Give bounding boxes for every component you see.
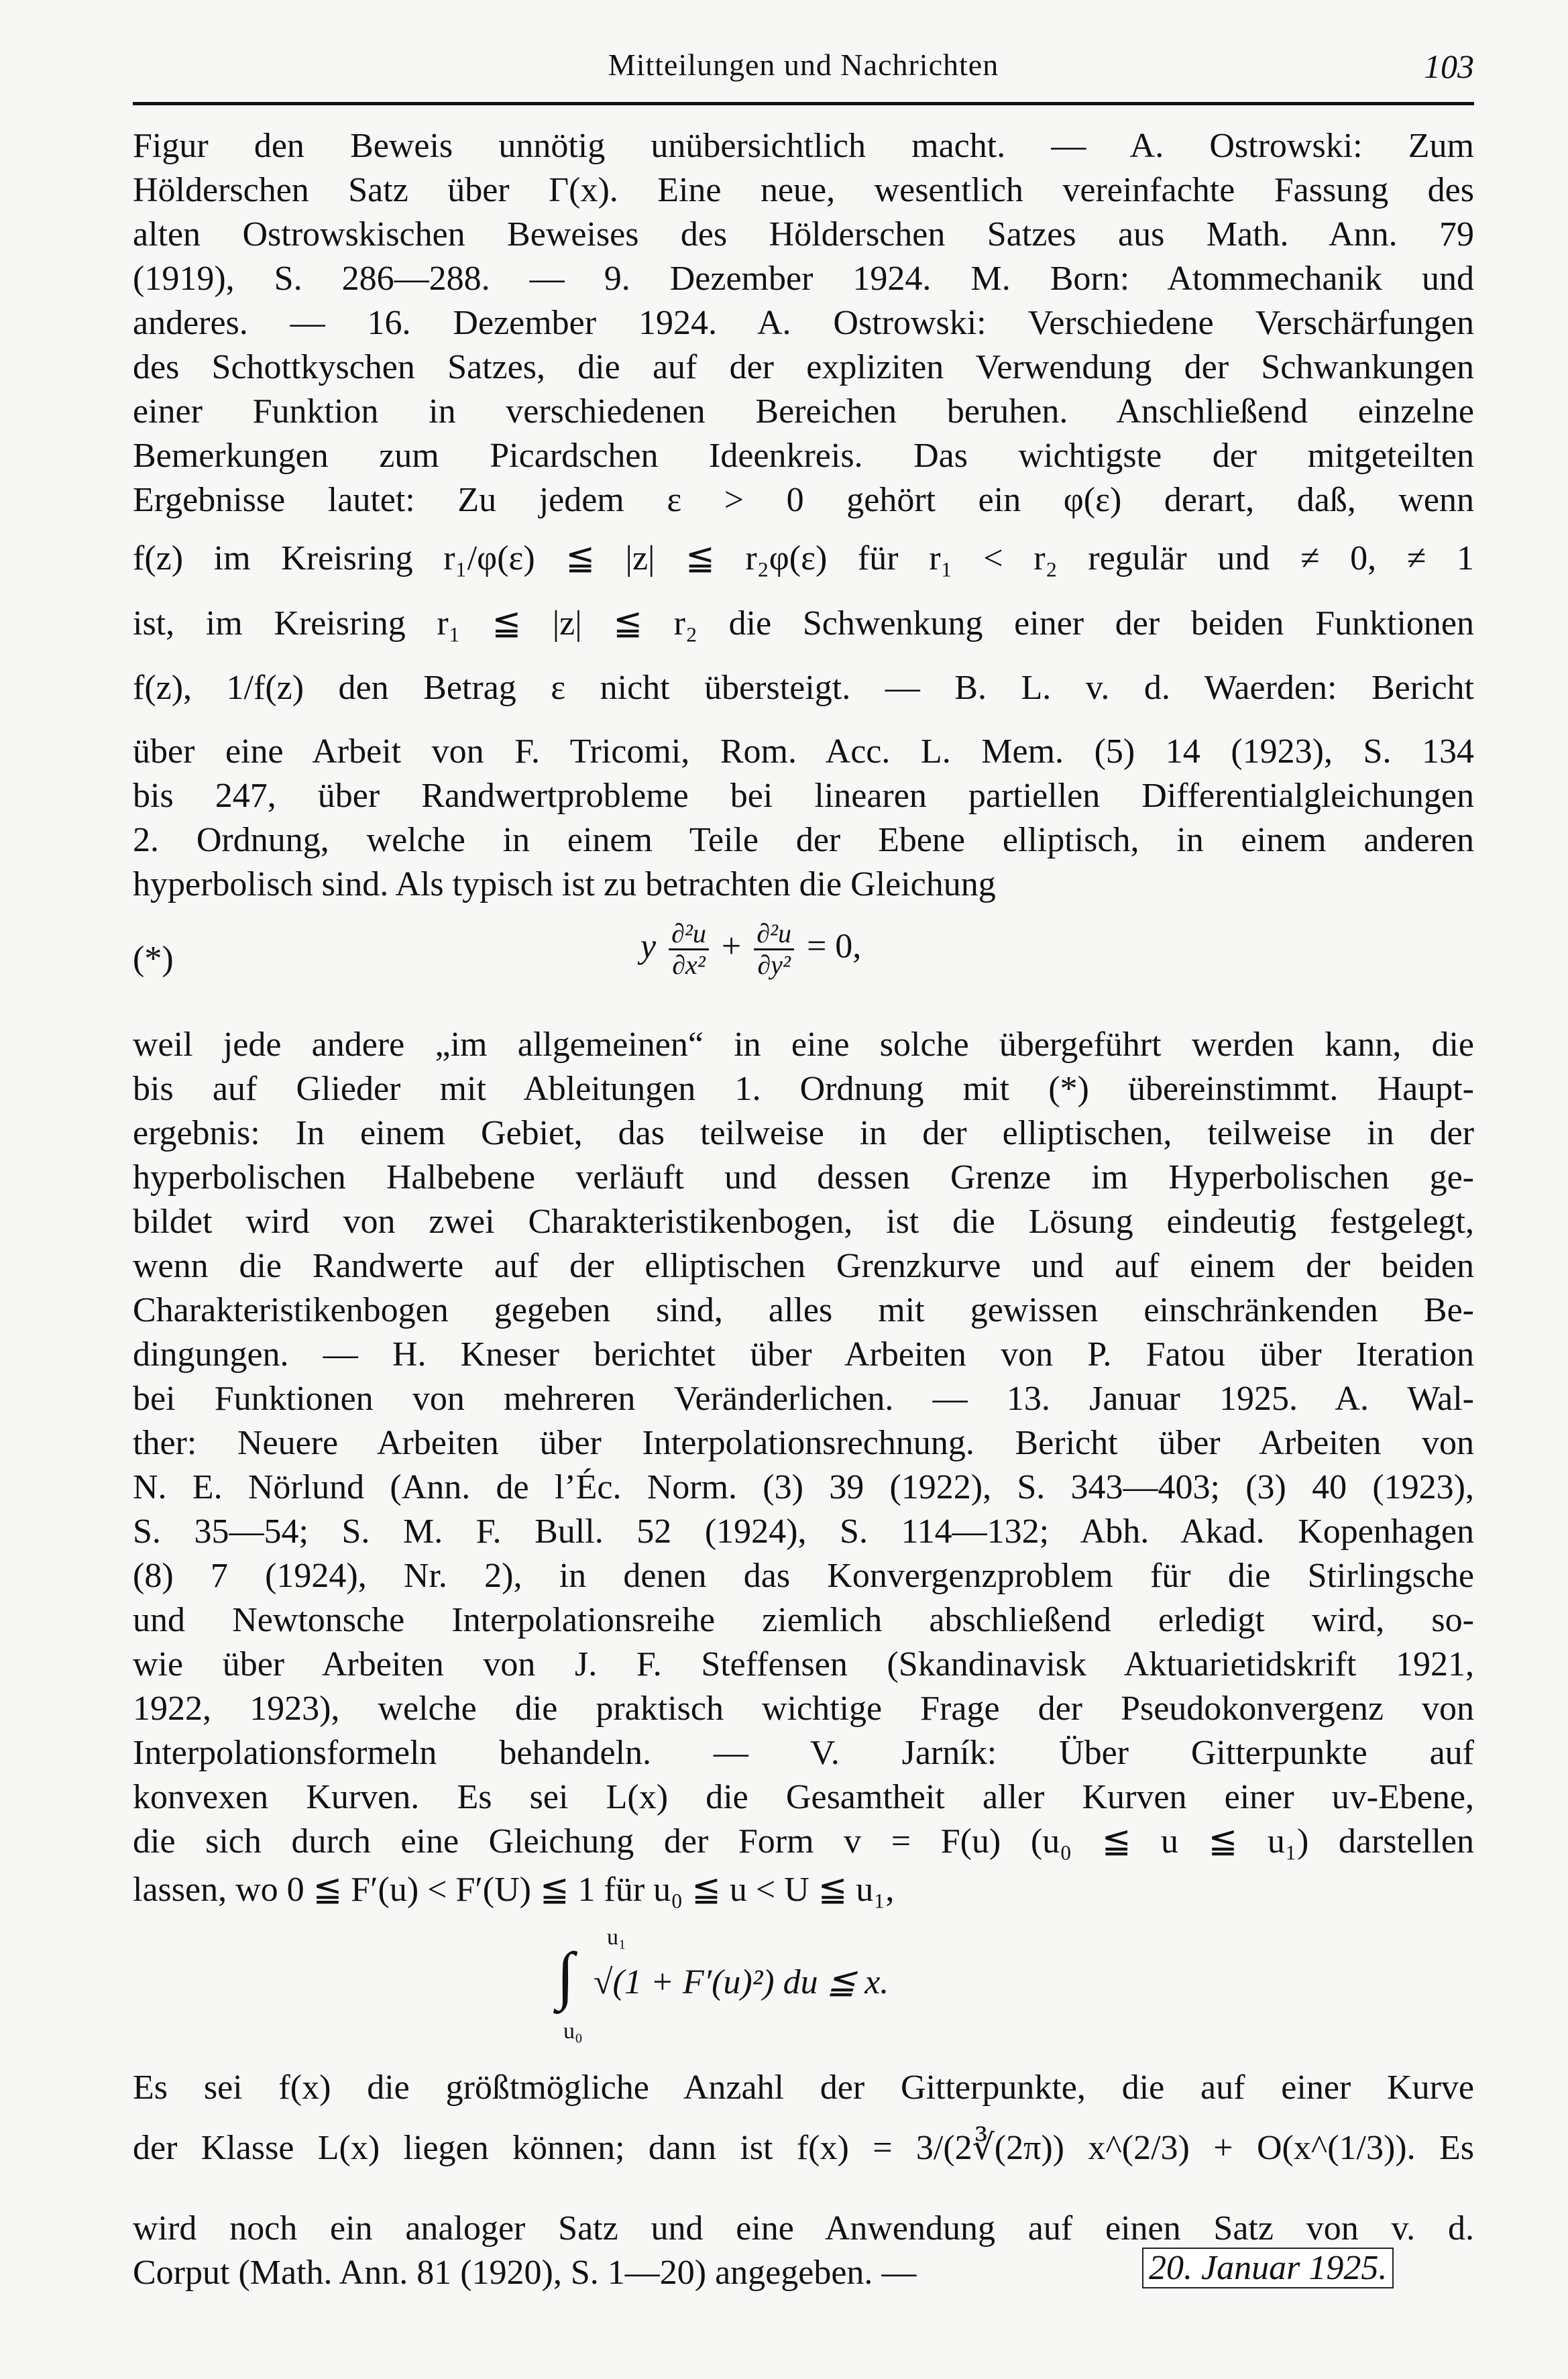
final-date <box>1143 2248 1392 2288</box>
text-line: die sich durch eine Gleichung der Form v = F(u) (u₀ ≦ u ≦ u₁) darstellen <box>133 1822 1474 1861</box>
fraction-denominator: ∂x² <box>672 950 706 980</box>
text-line: wie über Arbeiten von J. F. Steffensen (Skandinavisk Aktuarietidskrift 1921, <box>133 1645 1474 1683</box>
page-header <box>133 47 1474 107</box>
text-line: ergebnis: In einem Gebiet, das teilweise in der elliptischen, teilweise in der <box>133 1114 1474 1152</box>
text-line: Bemerkungen zum Picardschen Ideenkreis. Das wichtigste der mitgeteilten <box>133 437 1474 475</box>
text-line: Interpolationsformeln behandeln. — V. Jarník: Über Gitterpunkte auf <box>133 1734 1474 1772</box>
display-equation <box>640 919 861 980</box>
text-line: 1922, 1923), welche die praktisch wichtige Frage der Pseudokonvergenz von <box>133 1690 1474 1728</box>
text-line: dingungen. — H. Kneser berichtet über Arbeiten von P. Fatou über Iteration <box>133 1335 1474 1374</box>
text-line: f(z), 1/f(z) den Betrag ε nicht übersteigt. — B. L. v. d. Waerden: Bericht <box>133 669 1474 707</box>
text-line: wenn die Randwerte auf der elliptischen Grenzkurve und auf einem der beiden <box>133 1247 1474 1285</box>
header-rule <box>133 102 1474 105</box>
text-line: N. E. Nörlund (Ann. de l’Éc. Norm. (3) 39 (1922), S. 343—403; (3) 40 (1923), <box>133 1468 1474 1506</box>
text-line: über eine Arbeit von F. Tricomi, Rom. Acc. L. Mem. (5) 14 (1923), S. 134 <box>133 732 1474 771</box>
text-line: (8) 7 (1924), Nr. 2), in denen das Konvergenzproblem für die Stirlingsche <box>133 1557 1474 1595</box>
text-line: alten Ostrowskischen Beweises des Hölderschen Satzes aus Math. Ann. 79 <box>133 215 1474 254</box>
text-line: bei Funktionen von mehreren Veränderlichen. — 13. Januar 1925. A. Wal- <box>133 1380 1474 1418</box>
text-line: weil jede andere „im allgemeinen“ in eine solche übergeführt werden kann, die <box>133 1026 1474 1064</box>
text-line: bis auf Glieder mit Ableitungen 1. Ordnung mit (*) übereinstimmt. Haupt- <box>133 1070 1474 1108</box>
integral-body: √(1 + F′(u)²) du ≦ x. <box>594 1963 889 2001</box>
integral-lower-limit: u₀ <box>563 2019 583 2044</box>
text-line: Hölderschen Satz über Γ(x). Eine neue, wesentlich vereinfachte Fassung des <box>133 171 1474 209</box>
integral-upper-limit: u₁ <box>607 1925 626 1950</box>
text-line: Charakteristikenbogen gegeben sind, alles mit gewissen einschränkenden Be- <box>133 1291 1474 1329</box>
text-line: bildet wird von zwei Charakteristikenbogen, ist die Lösung eindeutig festgelegt, <box>133 1203 1474 1241</box>
fraction <box>669 919 709 980</box>
text-line: des Schottkyschen Satzes, die auf der expliziten Verwendung der Schwankungen <box>133 348 1474 386</box>
text-line: Corput (Math. Ann. 81 (1920), S. 1—20) angegeben. — <box>133 2254 917 2292</box>
text-line: hyperbolisch sind. Als typisch ist zu betrachten die Gleichung <box>133 865 996 903</box>
fraction-numerator: ∂²u <box>669 919 709 950</box>
text-line: anderes. — 16. Dezember 1924. A. Ostrowski: Verschiedene Verschärfungen <box>133 304 1474 342</box>
fraction <box>754 919 794 980</box>
text-line: bis 247, über Randwertprobleme bei linearen partiellen Differentialgleichungen <box>133 777 1474 815</box>
text-line: hyperbolischen Halbebene verläuft und dessen Grenze im Hyperbolischen ge- <box>133 1158 1474 1197</box>
text-line: Figur den Beweis unnötig unübersichtlich macht. — A. Ostrowski: Zum <box>133 127 1474 165</box>
text-line: f(z) im Kreisring r₁/φ(ε) ≦ |z| ≦ r₂φ(ε) für r₁ < r₂ regulär und ≠ 0, ≠ 1 <box>133 539 1474 577</box>
integral-sign: ∫ <box>557 1939 575 2011</box>
fraction-numerator: ∂²u <box>754 919 794 950</box>
text-line: Es sei f(x) die größtmögliche Anzahl der Gitterpunkte, die auf einer Kurve <box>133 2068 1474 2107</box>
text-line: lassen, wo 0 ≦ F′(u) < F′(U) ≦ 1 für u₀ ≦ u < U ≦ u₁, <box>133 1871 895 1909</box>
text-line: ist, im Kreisring r₁ ≦ |z| ≦ r₂ die Schwenkung einer der beiden Funktionen <box>133 604 1474 643</box>
equation-label: (*) <box>133 940 174 978</box>
text-line: der Klasse L(x) liegen können; dann ist f(x) = 3/(2∛(2π)) x^(2/3) + O(x^(1/3)). Es <box>133 2129 1474 2167</box>
text-line: einer Funktion in verschiedenen Bereichen beruhen. Anschließend einzelne <box>133 392 1474 431</box>
text-line: S. 35—54; S. M. F. Bull. 52 (1924), S. 114—132; Abh. Akad. Kopenhagen <box>133 1512 1474 1551</box>
plus-sign: + <box>721 927 742 966</box>
eq-suffix: = 0, <box>806 927 862 966</box>
text-line: ther: Neuere Arbeiten über Interpolationsrechnung. Bericht über Arbeiten von <box>133 1424 1474 1462</box>
text-line: (1919), S. 286—288. — 9. Dezember 1924. M. Born: Atommechanik und <box>133 260 1474 298</box>
eq-prefix: y <box>640 927 657 966</box>
text-line: konvexen Kurven. Es sei L(x) die Gesamtheit aller Kurven einer uv-Ebene, <box>133 1778 1474 1816</box>
text-line: wird noch ein analoger Satz und eine Anwendung auf einen Satz von v. d. <box>133 2209 1474 2248</box>
text-line: 2. Ordnung, welche in einem Teile der Ebene elliptisch, in einem anderen <box>133 821 1474 859</box>
page-number: 103 <box>1424 48 1474 85</box>
fraction-denominator: ∂y² <box>757 950 791 980</box>
text-line: Ergebnisse lautet: Zu jedem ε > 0 gehört ein φ(ε) derart, daß, wenn <box>133 481 1474 519</box>
text-line: und Newtonsche Interpolationsreihe ziemlich abschließend erledigt wird, so- <box>133 1601 1474 1639</box>
highlighted-date: 20. Januar 1925. <box>1143 2249 1392 2287</box>
running-title: Mitteilungen und Nachrichten <box>608 48 999 82</box>
